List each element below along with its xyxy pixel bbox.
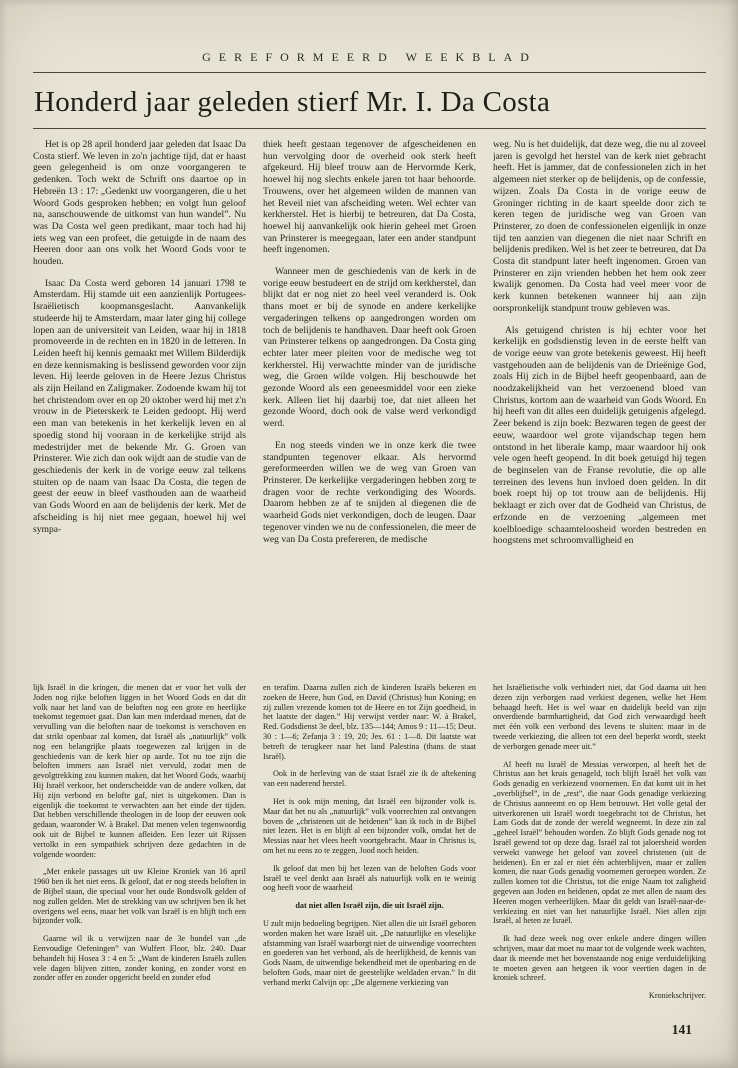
kroniek-section xyxy=(33,683,706,1041)
paragraph: het Israëlietische volk verhindert niet, dat God daarna uit hen dezen zijn verborgen raad verkiest degenen, welke het Hem behaagd heeft. Het is wel waar en duidelijk beeld van zijn onverdiende barmhartigheid, dat God zich verwaardigd heeft met één volk een verbond des levens te sluiten: maar in de tweede verkiezing, die alleen tot een deel beperkt wordt, steekt de verborgen genade meer uit.” xyxy=(493,683,706,751)
article-column-3 xyxy=(493,139,706,671)
paragraph: „Met enkele passages uit uw Kleine Kroniek van 16 april 1960 ben ik het niet eens. Ik geloof, dat er nog steeds beloften in de Bijbel staan, die speciaal voor het oude Bondsvolk gelden of nog zullen gelden. Met de strekking van uw schrijven ben ik het overigens wel eens, maar het volk van Israël is en blijft toch een bijzonder volk. xyxy=(33,867,246,926)
page-content xyxy=(33,50,706,1041)
paragraph: En nog steeds vinden we in onze kerk die twee standpunten tegenover elkaar. Als hervormd gereformeerden willen we de weg van Groen van Prinsterer. De kerkelijke vergaderingen hebben zorg te dragen voor de rechte verkondiging des Woords. Daarom hebben ze af te snijden al diegenen die de waarheid Gods niet verkondigen, doch de leugen. Daar tegenover vinden we nu de confessionelen, die meer de weg van Da Costa prefereren, de medische xyxy=(263,439,476,545)
paragraph: Als getuigend christen is hij echter voor het kerkelijk en godsdienstig leven in de eerste helft van de vorige eeuw van grote betekenis geweest. Hij heeft vastgehouden aan de belijdenis van de Drieënige God, zoals Hij zich in de Bijbel heeft geopenbaard, aan de noodzakelijkheid van het verzoenend bloed van Christus, kortom aan de waarheid van Gods Woord. En hij heeft van dit alles een duidelijk getuigenis afgelegd. Zeer bekend is zijn boek: Bezwaren tegen de geest der eeuw, waardoor wel grote vijandschap tegen hem ontstond in het liberale kamp, maar waardoor hij ook vele ogen heeft geopend. In dit boek getuigd hij tegen de beginselen van de Franse revolutie, die op alle terreinen des levens hun invloed doen gelden. In dit boek roept hij op tot trouw aan de belijdenis. Hij beklaagt er zich over dat de Godheid van Christus, de erfzonde en de verzoening „algemeen met koelbloedige schaamteloosheid worden bestreden en hoogstens met schroomvalligheid en xyxy=(493,324,706,547)
paragraph: weg. Nu is het duidelijk, dat deze weg, die nu al zoveel jaren is gevolgd het herstel van de kerk niet gebracht heeft. Het is jammer, dat de confessionelen zich in het algemeen niet sterker op de belijdenis, op de confessie, wijzen. Zoals Da Costa in de vorige eeuw de Groninger richting in de kaart speelde door zich te keren tegen de juridische weg van Groen van Prinsterer, zo doen de confessionelen eigenlijk in onze tijd ten aanzien van diegenen die niet naar Schrift en belijdenis prediken. Wel is het zeer te betreuren, dat Da Costa dit standpunt later heeft ingenomen. Groen van Prinsterer en zijn vrienden hebben het hem ook zeer kwalijk genomen. Da Costa had veel meer voor de kerk kunnen betekenen wanneer hij aan zijn oorspronkelijk standpunt trouw gebleven was. xyxy=(493,139,706,314)
title-rule xyxy=(33,128,706,129)
paragraph: en terafim. Daarna zullen zich de kinderen Israëls bekeren en zoeken de Heere, hun God, en David (Christus) hun Koning; en zij zullen vrezende komen tot de Heere en tot Zijn goedheid, in het laatste der dagen.” Hij verwijst verder naar: W. à Brakel, Red. Godsdienst 3e deel, blz. 135—144; Amos 9 : 11—15; Deut. 30 : 1—6; Zefanja 3 : 19, 20; Jes. 61 : 1—8. Dit laatste wat betreft de terugkeer naar het land Palestina (thans de staat Israël). xyxy=(263,683,476,761)
paragraph: Al heeft nu Israël de Messias verworpen, al heeft het de Christus aan het kruis genageld, toch blijft Israël het volk van Gods genadig en verkiezend voornemen. En dat komt uit in het „overblijfsel”, in de „rest”, die naar Gods genadige verkiezing de Christus aanneemt en op Hem betrouwt. Het volle getal der uitverkorenen uit Israël wordt toegebracht tot de Christus, het Lam Gods dat de zonde der wereld wegneemt. In deze zin zal „geheel Israël” behouden worden. Zo blijft Gods genade nog tot Israël gewend tot op deze dag. Israël zal tot jaloersheid worden verwekt vanwege het geloof van zoveel christenen (uit de heidenen). En er zal er niet één achterblijven, maar er zullen komen, die naar Gods genadig voornemen geroepen worden. Ze zullen komen tot die Christus, tot die enige Naam tot zaligheid gegeven aan Joden en heidenen, opdat ze met allen de naam des Heeren mogen verheerlijken. Maar dit geldt van Israël-naar-de-verkiezing en niet van het natuurlijke Israël. Niet allen zijn Israël, al heten ze Israël. xyxy=(493,759,706,926)
article-title: Honderd jaar geleden stierf Mr. I. Da Costa xyxy=(34,86,551,118)
kroniek-column-3 xyxy=(493,683,706,1041)
masthead-title: GEREFORMEERD WEEKBLAD xyxy=(202,50,537,64)
masthead-rule xyxy=(33,72,706,73)
paragraph: Het is op 28 april honderd jaar geleden dat Isaac Da Costa stierf. We leven in zo'n jachtige tijd, dat er haast geen gelegenheid is om onze voorgangeren te gedenken. Toch wekt de Schrift ons daartoe op in Hebreën 13 : 17: „Gedenkt uw voorgangeren, die u het Woord Gods gesproken hebben; en volgt hun geloof na, aanschouwende de uitkomst van hun wandel”. Nu was Da Costa wel geen predikant, maar toch had hij iets weg van een profeet, die getuigde in de naam des Heeren door aan ons volk het Woord Gods voor te houden. xyxy=(33,139,246,268)
page-number: 141 xyxy=(671,1022,692,1037)
kroniek-column-2-top xyxy=(263,683,476,893)
kroniek-column-3-paras xyxy=(493,683,706,983)
paragraph: lijk Israël in die kringen, die menen dat er voor het volk der Joden nog rijke beloften liggen in het Woord Gods en dat dit volk naar het land van de beloften nog een grote en heerlijke toekomst tegemoet gaat. Dan kan men inderdaad menen, dat de vervulling van die beloften naar de toekomst is verschoven en dat strikt openbaar zal komen, dat Israël als „natuurlijk” volk nog een belangrijke plaats toegewezen zal krijgen in de geschiedenis van de kerk hier op aarde. Tot nu toe zijn die beloften immers aan Israël niet vervuld, zodat men de gevolgtrekking zou kunnen maken, dat het Woord Gods, waarbij Hij Israël verkoor, het onderscheidde van de andere volken, dat Hij zijn verbond en belofte gaf, niet is uitgekomen. Dan is eigenlijk die toekomst te verwachten aan het einde der tijden. Dat hebben verschillende theologen in de loop der eeuwen ook gedaan, waaronder W. à Brakel. Dat menen velen tegenwoordig ook uit de Bijbel te kunnen afleiden. Een lezer uit Rijssen vertolkt in een sympathiek schrijven deze gedachten in de volgende woorden: xyxy=(33,683,246,859)
kroniek-column-2-bottom xyxy=(263,919,476,988)
paragraph: Gaarne wil ik u verwijzen naar de 3e bundel van „de Eenvoudige Oefeningen” van Wulfert Floor, blz. 240. Daar behandelt hij Hosea 3 : 4 en 5: „Want de kinderen Israëls zullen vele dagen blijven zitten, zonder koning, en zonder vorst en zonder offer en zonder opgericht beeld en zonder efod xyxy=(33,934,246,983)
paragraph: thiek heeft gestaan tegenover de afgescheidenen en hun vervolging door de overheid ook sterk heeft afgekeurd. Hij bleef trouw aan de Hervormde Kerk, hoewel hij nog slechts enkele jaren tot haar behoorde. Trouwens, over het algemeen wilden de mannen van het Reveil niet van afscheiding weten. Wel echter van kerkherstel. Het is hierbij te betreuren, dat Da Costa, hoewel hij aanvankelijk ook hierin geheel met Groen van Prinsterer is meegegaan, later een ander standpunt heeft ingenomen. xyxy=(263,139,476,256)
paragraph: Het is ook mijn mening, dat Israël een bijzonder volk is. Maar dat het nu als „natuurlijk” volk voorrechten zal ontvangen boven de „christenen uit de heidenen” kan ik toch in de Bijbel niet lezen. Het is en blijft al een bijzonder volk, omdat het de Messias naar het vlees heeft voortgebracht. Maar in Christus is, om het nu eens zo te zeggen, Jood noch heiden. xyxy=(263,796,476,855)
kroniek-column-2 xyxy=(263,683,476,1041)
paragraph: Ik had deze week nog over enkele andere dingen willen schrijven, maar dat moet nu maar tot de volgende week wachten, daar ik meende met het bovenstaande nog enige verduidelijking te moeten geven aan hetgeen ik voor veertien dagen in de kroniek schreef. xyxy=(493,934,706,983)
kroniek-column-1 xyxy=(33,683,246,1041)
paragraph: Isaac Da Costa werd geboren 14 januari 1798 te Amsterdam. Hij stamde uit een aanzienlijk Portugees-Israëlietisch koopmansgeslacht. Aanvankelijk studeerde hij te Amsterdam, maar later ging hij college lopen aan de universiteit van Leiden, waar hij in 1818 promoveerde in de rechten en in 1820 in de letteren. In Leiden heeft hij kennis gemaakt met Willem Bilderdijk en deze kennismaking is beslissend geworden voor zijn leven. Hij leerde geloven in de Heere Jezus Christus als zijn Heiland en Zaligmaker. Zodoende kwam hij tot het christendom over en op 20 oktober werd hij met z'n vrouw in de Pieterskerk te Leiden gedoopt. Hij werd een man van betekenis in het kerkelijk leven en al spoedig stond hij vooraan in de kerkelijke strijd als medestrijder met de bekende Mr. G. Groen van Prinsterer. Wie zich dan ook wijdt aan de studie van de geschiedenis der kerk in de vorige eeuw zal telkens stuiten op de naam van Isaac Da Costa, die tegen de geest der eeuw in bleef vasthouden aan de waarheid van Gods Woord en aan de belijdenis der kerk. Met de afscheiding is hij niet mee gegaan, hoewel hij wel sympa- xyxy=(33,277,246,535)
article-column-2 xyxy=(263,139,476,671)
paragraph: Wanneer men de geschiedenis van de kerk in de vorige eeuw bestudeert en de strijd om kerkherstel, dan blijkt dat er nog niet zo heel veel veranderd is. Ook thans moet er bij de synode en andere kerkelijke vergaderingen telkens op aangedrongen worden om toch de belijdenis te handhaven. Daar heeft ook Groen van Prinsterer telkens op aangedrongen. Da Costa ging echter later meer pleiten voor de medische weg tot kerkherstel. Hij verwachtte minder van de juridische weg, die Groen wilde volgen. Hij beschouwde het gezonde Woord als een geneesmiddel voor een zieke kerk. Alleen liet hij daarbij toe, dat niet alleen het gezonde Woord, doch ook de valse werd verkondigd werd. xyxy=(263,266,476,430)
paragraph: Ook in de herleving van de staat Israël zie ik de aftekening van een naderend herstel. xyxy=(263,769,476,789)
kroniek-signature: Kroniekschrijver. xyxy=(648,991,706,1001)
kroniek-inline-heading: dat niet allen Israël zijn, die uit Israël zijn. xyxy=(295,901,444,911)
paragraph: Ik geloof dat men bij het lezen van de beloften Gods voor Israël te veel denkt aan Israël als natuurlijk volk en te weinig oog heeft voor de waarheid xyxy=(263,863,476,893)
article-columns xyxy=(33,139,706,671)
article-column-1 xyxy=(33,139,246,671)
paragraph: U zult mijn bedoeling begrijpen. Niet allen die uit Israël geboren worden maken het ware Israël uit. „De natuurlijke en vleselijke afstamming van Israël waarborgt niet de uitwendige voorrechten en goederen van het verbond, als de heerlijkheid, de kennis van Gods Naam, de uitwendige bekendheid met de openbaring en de beloften Gods, maar niet de geestelijke weldaden ervan.” In dit verband merkt Calvijn op: „De algemene verkiezing van xyxy=(263,918,476,987)
